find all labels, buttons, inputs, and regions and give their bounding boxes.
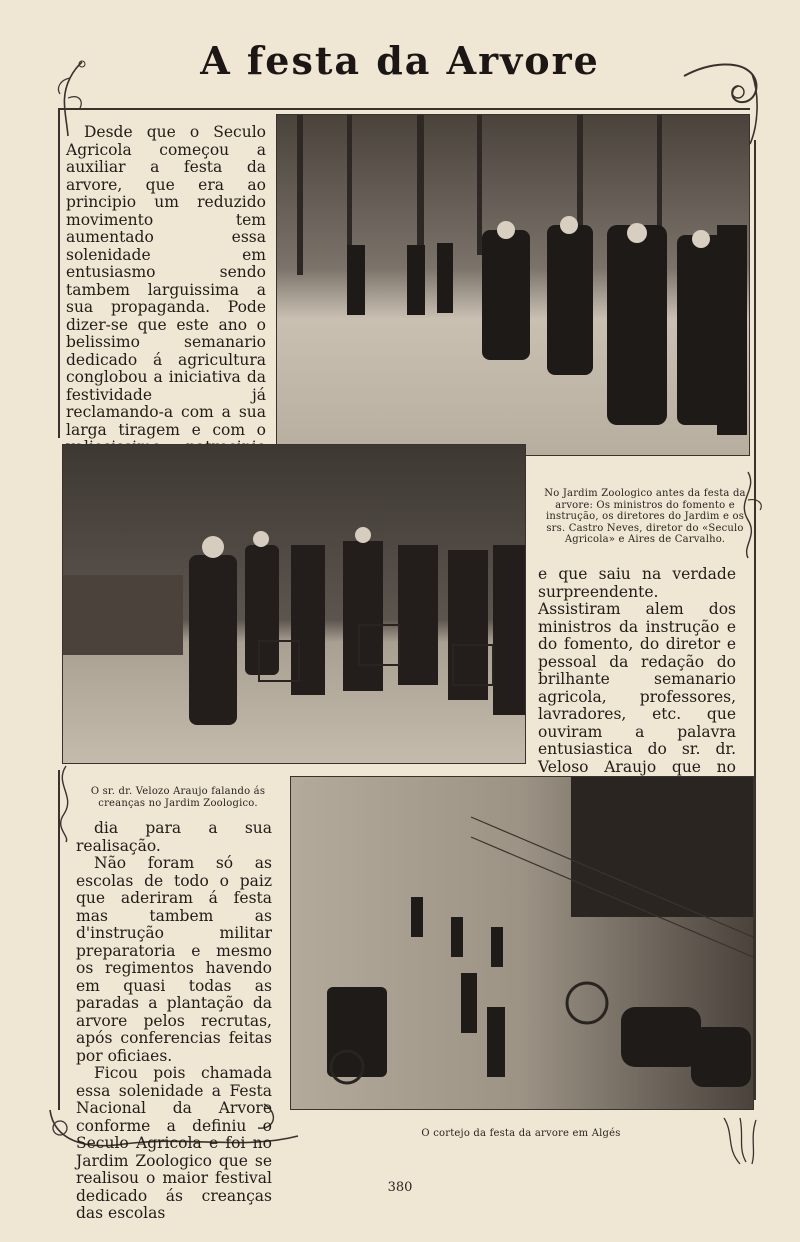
- photo-procession-alges: [290, 776, 754, 1110]
- page-title: A festa da Arvore: [200, 38, 600, 83]
- bottom-text-2: Não foram só as escolas de todo o paiz que aderiram á festa mas tambem as d'instrução militar preparatoria e mesmo os regimentos havendo em quasi todas as paradas a plantação da arvore pelos recrutas, após conferencias feitas por oficiaes.: [76, 854, 272, 1065]
- bottom-text-1: dia para a sua realisação.: [76, 819, 272, 855]
- bottom-paragraphs: [76, 820, 272, 1223]
- frame-top-line: [60, 108, 750, 110]
- page-number: 380: [387, 1180, 413, 1195]
- photo-ministers-walking: [276, 114, 750, 456]
- bottom-text-3: Ficou pois chamada essa solenidade a Festa Nacional da Arvore conforme a definiu o Seculo Agricola e foi no Jardim Zoologico que se realisou o maior festival dedicado ás creanças das escolas: [76, 1064, 272, 1222]
- frame-right-line: [754, 140, 756, 1100]
- middle-paragraph: [538, 566, 736, 794]
- frame-left-line-bottom: [58, 770, 60, 1110]
- bottom-right-ornament: [716, 1114, 764, 1166]
- caption-procession: O cortejo da festa da arvore em Algés: [421, 1128, 621, 1139]
- photo-speech-zoo: [62, 444, 526, 764]
- frame-left-line-top: [58, 108, 60, 438]
- intro-text: Desde que o Seculo Agricola começou a auxiliar a festa da arvore, que era ao principio um reduzido movimento tem aumentado essa solenidade em entusiasmo sendo tambem larguissima a sua propaganda. Pode dizer-se que este ano o belissimo semanario dedicado á agricultura conglobou a iniciativa da festividade já reclamando-a com a sua larga tiragem e com o: [66, 123, 266, 439]
- caption-speech: O sr. dr. Velozo Araujo falando ás creanças no Jardim Zoologico.: [90, 786, 266, 809]
- caption-ministers: No Jardim Zoologico antes da festa da arvore: Os ministros do fomento e instrução, os diretores do Jardim e os srs. Castro Neves, diretor do «Seculo Agricola» e Aires de Carvalho.: [544, 488, 746, 545]
- middle-text: e que saiu na verdade surpreendente. Assistiram alem dos ministros da instrução e do fomento, do diretor e pessoal da redação do brilhante semanario agricola, professores, lavradores, etc. que ouviram a palavra entusiastica do sr. dr. Veloso Araujo que no: [538, 565, 736, 776]
